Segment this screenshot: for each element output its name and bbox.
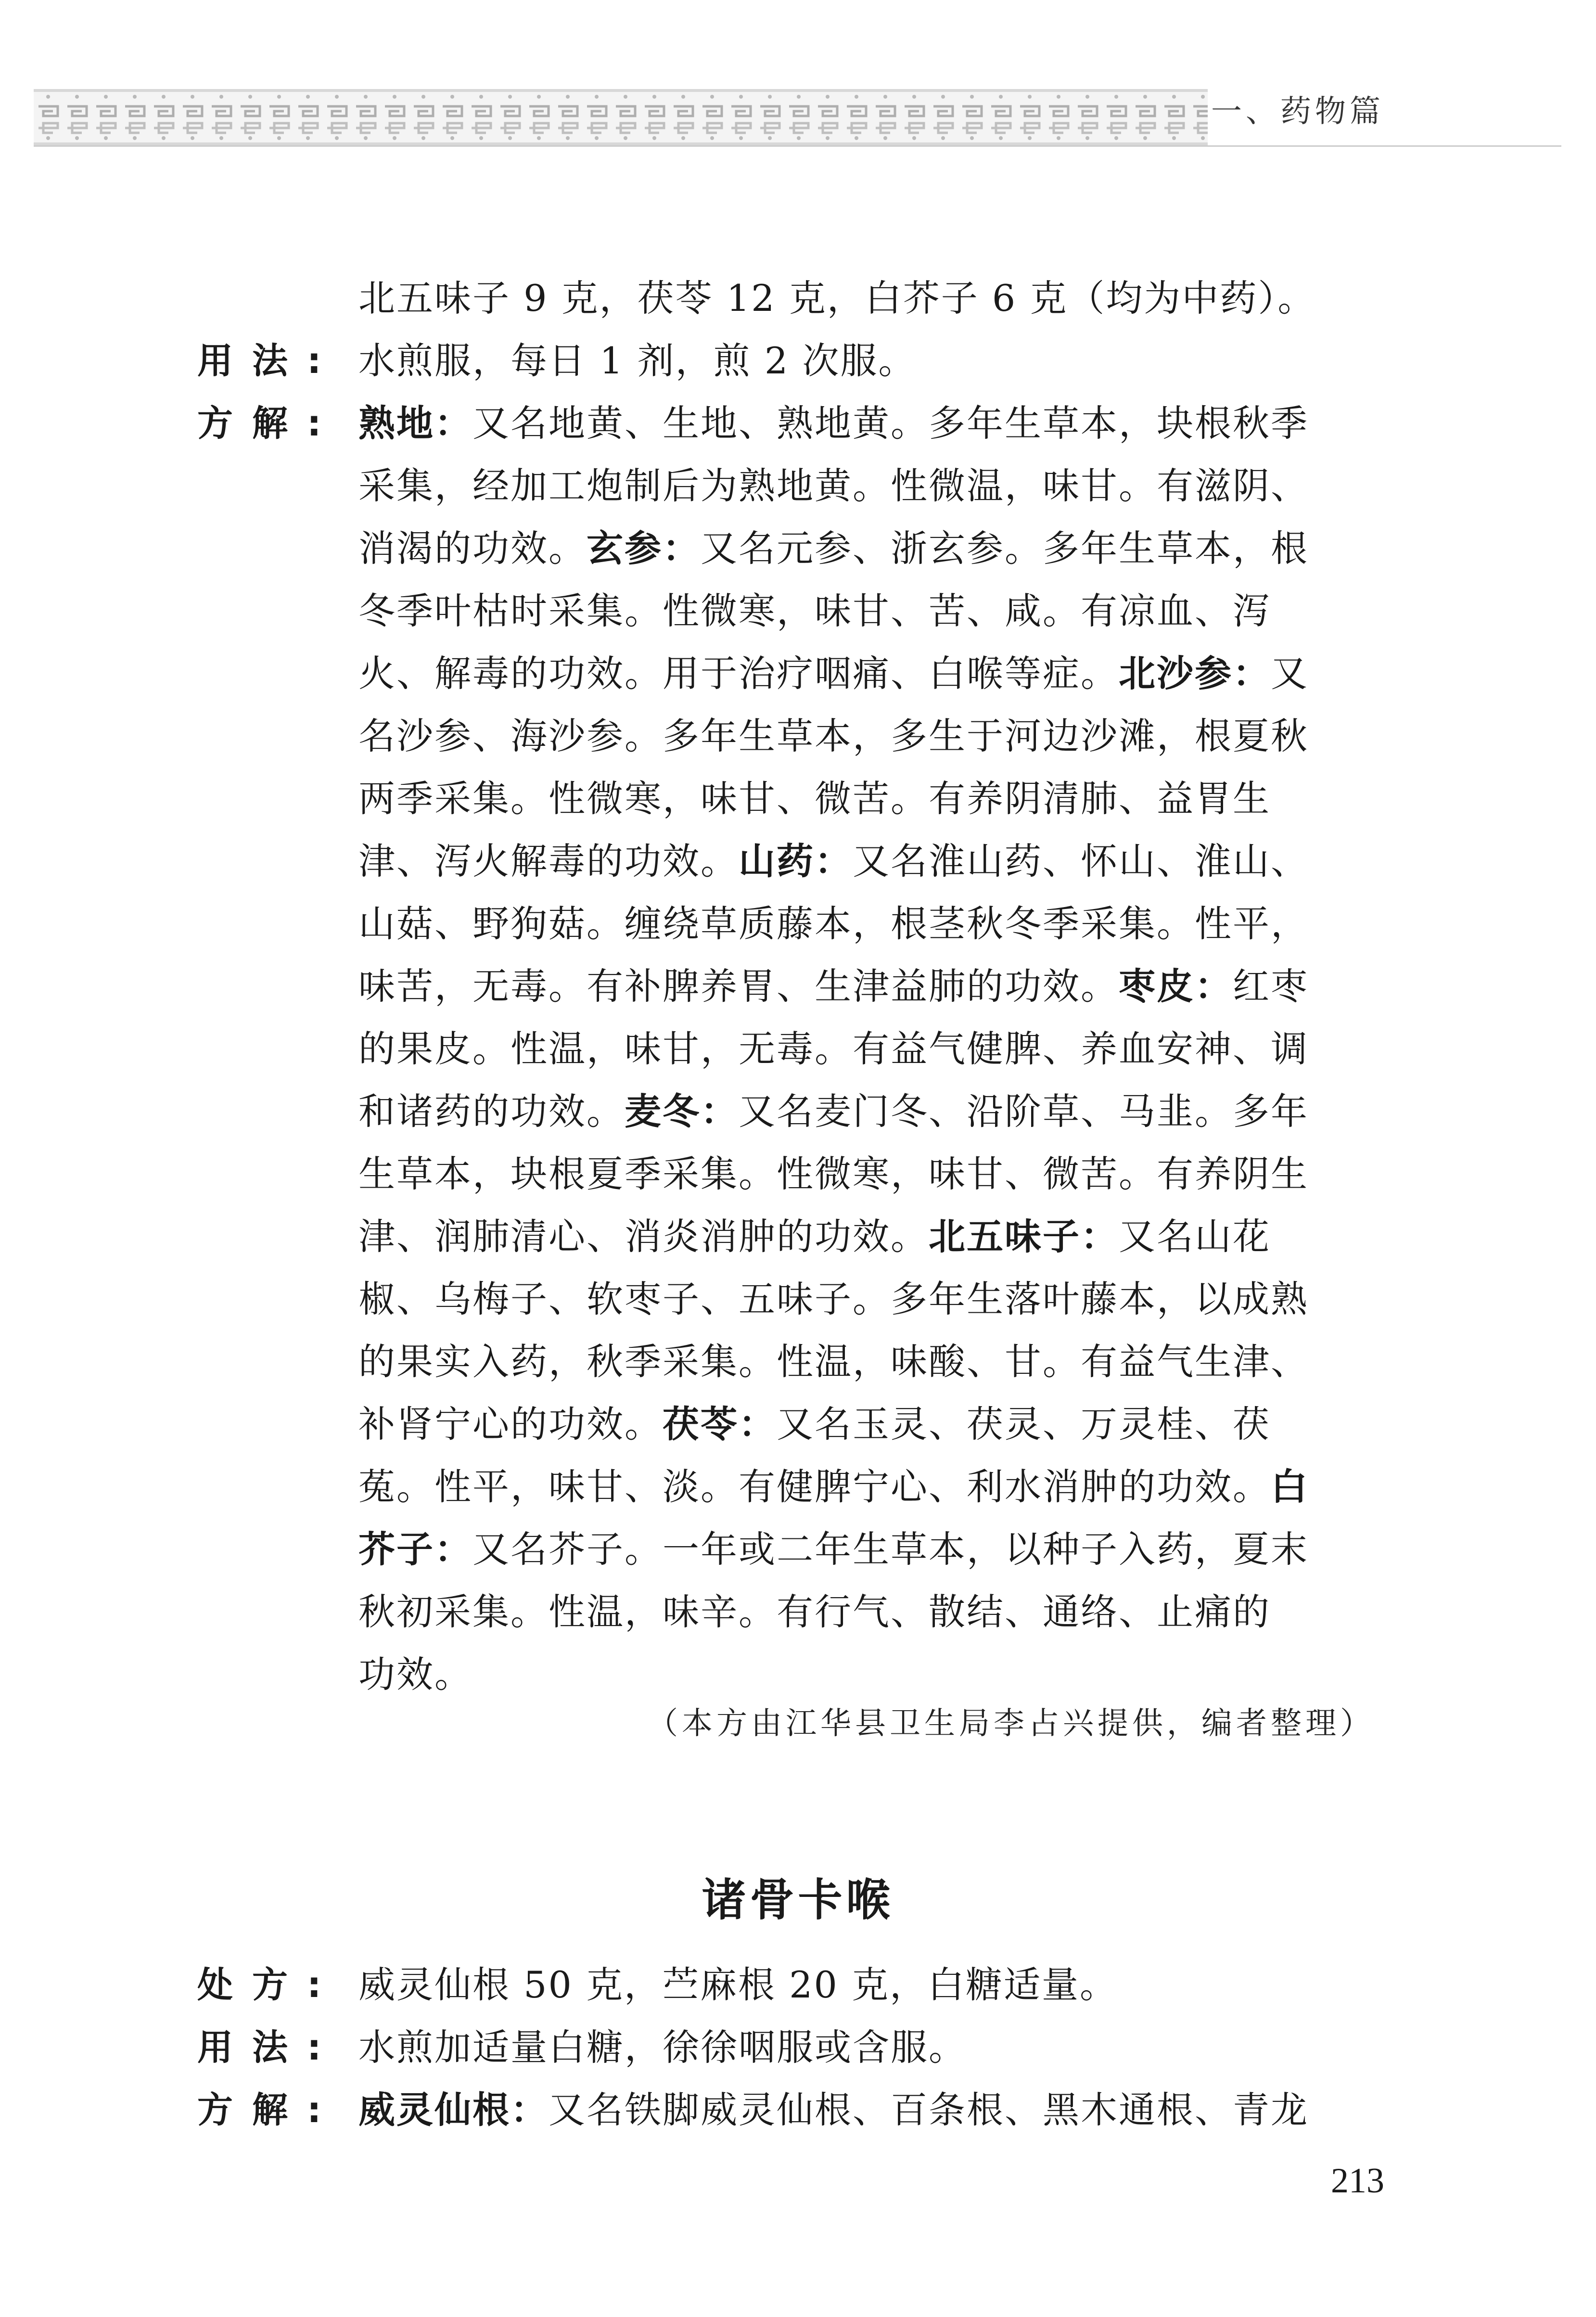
explanation-segment: 的果实入药，秋季采集。性温，味酸、甘。有益气生津、 — [358, 1340, 1309, 1383]
explanation-line — [358, 1080, 1576, 1143]
explanation-segment: 的果皮。性温，味甘，无毒。有益气健脾、养血安神、调 — [358, 1027, 1309, 1070]
explanation-segment: 又名芥子。一年或二年生草本，以种子入药，夏末 — [472, 1528, 1309, 1571]
explanation-text-2 — [358, 2079, 1576, 2141]
explanation-line — [358, 517, 1576, 580]
continuation-line: 北五味子 9 克，茯苓 12 克，白芥子 6 克（均为中药）。 — [358, 277, 1316, 320]
prescription-text: 威灵仙根 50 克，苎麻根 20 克，白糖适量。 — [358, 1963, 1118, 2006]
explanation-segment: 味苦，无毒。有补脾养胃、生津益肺的功效。 — [358, 965, 1119, 1008]
explanation-segment: 菟。性平，味甘、淡。有健脾宁心、利水消肿的功效。 — [358, 1465, 1271, 1508]
explanation-segment: 冬季叶枯时采集。性微寒，味甘、苦、咸。有凉血、泻 — [358, 589, 1271, 632]
explanation-segment: 两季采集。性微寒，味甘、微苦。有养阴清肺、益胃生 — [358, 777, 1271, 820]
explanation-segment: 津、泻火解毒的功效。 — [358, 840, 739, 883]
explanation-segment: 红枣 — [1233, 965, 1309, 1008]
explanation-segment: 和诸药的功效。 — [358, 1090, 625, 1133]
explanation-line — [358, 1331, 1576, 1393]
explanation-line — [358, 1143, 1576, 1205]
explanation-line — [358, 1643, 1576, 1706]
explanation-text — [358, 392, 1576, 1706]
explanation-segment: 椒、乌梅子、软枣子、五味子。多年生落叶藤本，以成熟 — [358, 1278, 1309, 1320]
explanation-label: 方解: — [197, 403, 341, 444]
explanation-line — [358, 455, 1576, 517]
explanation-line — [358, 893, 1576, 955]
herb-term: 玄参： — [587, 527, 701, 570]
source-note: （本方由江华县卫生局李占兴提供，编者整理） — [647, 1706, 1375, 1741]
herb-term: 山药： — [739, 840, 853, 883]
explanation-segment: 又名地黄、生地、熟地黄。多年生草本，块根秋季 — [472, 402, 1309, 445]
entry-title: 诸骨卡喉 — [702, 1874, 894, 1926]
herb-term: 麦冬： — [625, 1090, 739, 1133]
usage-label: 用法: — [197, 340, 341, 382]
explanation-segment: 津、润肺清心、消炎消肿的功效。 — [358, 1215, 929, 1258]
herb-term: 茯苓： — [663, 1403, 777, 1446]
herb-term: 芥子： — [358, 1528, 472, 1571]
explanation-line — [358, 642, 1576, 705]
explanation-segment: 采集，经加工炮制后为熟地黄。性微温，味甘。有滋阴、 — [358, 464, 1309, 507]
section-title: 一、药物篇 — [1211, 94, 1384, 129]
explanation-segment: 火、解毒的功效。用于治疗咽痛、白喉等症。 — [358, 652, 1119, 695]
usage-label-2: 用法: — [197, 2027, 341, 2068]
herb-term: 熟地： — [358, 402, 472, 445]
herb-term: 北沙参： — [1119, 652, 1271, 695]
ornament-pattern-icon — [34, 92, 1208, 142]
explanation-segment: 补肾宁心的功效。 — [358, 1403, 663, 1446]
header-rule — [34, 145, 1561, 147]
explanation-segment: 又 — [1271, 652, 1309, 695]
explanation-line — [358, 1018, 1576, 1080]
explanation-line — [358, 1205, 1576, 1268]
usage-text-2: 水煎加适量白糖，徐徐咽服或含服。 — [358, 2026, 967, 2069]
explanation-term-2: 威灵仙根： — [358, 2088, 549, 2131]
herb-term: 白 — [1271, 1465, 1309, 1508]
page-number: 213 — [1331, 2161, 1384, 2201]
explanation-segment: 名沙参、海沙参。多年生草本，多生于河边沙滩，根夏秋 — [358, 715, 1309, 757]
explanation-segment: 又名山花 — [1119, 1215, 1271, 1258]
herb-term: 枣皮： — [1119, 965, 1233, 1008]
prescription-label: 处方: — [197, 1964, 341, 2006]
explanation-segment: 山菇、野狗菇。缠绕草质藤本，根茎秋冬季采集。性平， — [358, 902, 1309, 945]
explanation-segment: 生草本，块根夏季采集。性微寒，味甘、微苦。有养阴生 — [358, 1152, 1309, 1195]
herb-term: 北五味子： — [929, 1215, 1119, 1258]
explanation-line — [358, 580, 1576, 642]
explanation-body-2: 又名铁脚威灵仙根、百条根、黑木通根、青龙 — [549, 2088, 1309, 2131]
explanation-line — [358, 1581, 1576, 1643]
explanation-line — [358, 1518, 1576, 1581]
explanation-line — [358, 392, 1576, 455]
explanation-segment: 又名玉灵、茯灵、万灵桂、茯 — [777, 1403, 1271, 1446]
explanation-line — [358, 768, 1576, 830]
explanation-segment: 功效。 — [358, 1653, 472, 1696]
explanation-segment: 秋初采集。性温，味辛。有行气、散结、通络、止痛的 — [358, 1590, 1271, 1633]
explanation-label-2: 方解: — [197, 2089, 341, 2131]
usage-text: 水煎服，每日 1 剂，煎 2 次服。 — [358, 339, 917, 382]
explanation-segment: 消渴的功效。 — [358, 527, 587, 570]
explanation-line — [358, 1268, 1576, 1331]
explanation-segment: 又名淮山药、怀山、淮山、 — [853, 840, 1309, 883]
explanation-line — [358, 1393, 1576, 1456]
explanation-segment: 又名麦门冬、沿阶草、马韭。多年 — [739, 1090, 1309, 1133]
explanation-line — [358, 705, 1576, 768]
explanation-line — [358, 955, 1576, 1018]
explanation-line — [358, 830, 1576, 893]
explanation-line — [358, 1456, 1576, 1518]
header-ornament-band — [34, 89, 1208, 145]
explanation-segment: 又名元参、浙玄参。多年生草本，根 — [701, 527, 1309, 570]
